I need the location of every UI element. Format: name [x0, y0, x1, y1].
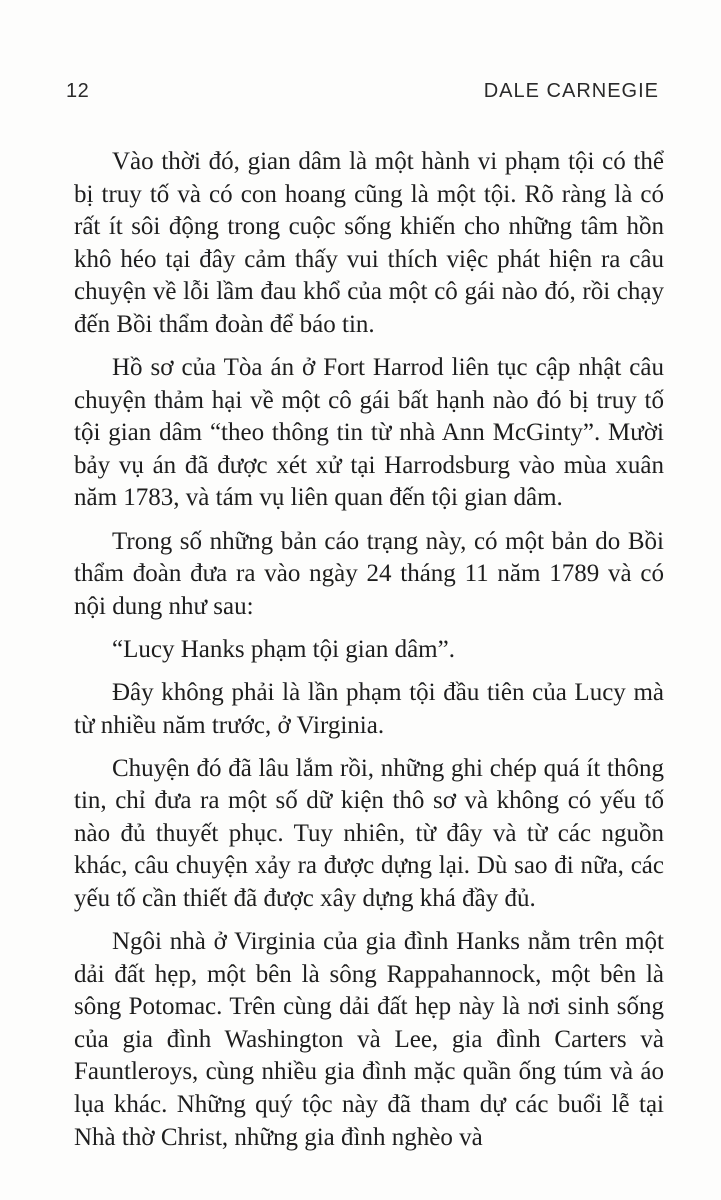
quoted-indictment: “Lucy Hanks phạm tội gian dâm”. — [112, 635, 455, 663]
paragraph: Hồ sơ của Tòa án ở Fort Harrod liên tục cập nhật câu chuyện thảm hại về một cô gái bất hạnh nào đó bị truy tố tội gian dâm “theo thông tin từ nhà Ann McGinty”. Mười bảy vụ án đã được xét xử tại Harrodsburg vào mùa xuân năm 1783, và tám vụ liên quan đến tội gian dâm. — [74, 354, 664, 512]
paragraph: Đây không phải là lần phạm tội đầu tiên của Lucy mà từ nhiều năm trước, ở Virginia. — [74, 678, 664, 739]
page-header — [66, 80, 659, 110]
paragraph: Ngôi nhà ở Virginia của gia đình Hanks nằm trên một dải đất hẹp, một bên là sông Rappahannock, một bên là sông Potomac. Trên cùng dải đất hẹp này là nơi sinh sống của gia đình Washington và Lee, gia đình Carters và Fauntleroys, cùng nhiều gia đình mặc quần ống túm và áo lụa khác. Những quý tộc này đã tham dự các buổi lễ tại Nhà thờ Christ, những gia đình nghèo và — [74, 928, 664, 1151]
running-head: DALE CARNEGIE — [483, 80, 659, 102]
paragraph: Vào thời đó, gian dâm là một hành vi phạm tội có thể bị truy tố và có con hoang cũng là một tội. Rõ ràng là có rất ít sôi động trong cuộc sống khiến cho những tâm hồn khô héo tại đây cảm thấy vui thích việc phát hiện ra câu chuyện về lỗi lầm đau khổ của một cô gái nào đó, rồi chạy đến Bồi thẩm đoàn để báo tin. — [74, 148, 664, 338]
body-text — [74, 146, 664, 1165]
page-number: 12 — [66, 80, 90, 102]
paragraph: Chuyện đó đã lâu lắm rồi, những ghi chép quá ít thông tin, chỉ đưa ra một số dữ kiện thô sơ và không có yếu tố nào đủ thuyết phục. Tuy nhiên, từ đây và từ các nguồn khác, câu chuyện xảy ra được dựng lại. Dù sao đi nữa, các yếu tố cần thiết đã được xây dựng khá đầy đủ. — [74, 754, 664, 912]
paragraph: Trong số những bản cáo trạng này, có một bản do Bồi thẩm đoàn đưa ra vào ngày 24 tháng 11 năm 1789 và có nội dung như sau: — [74, 527, 664, 620]
